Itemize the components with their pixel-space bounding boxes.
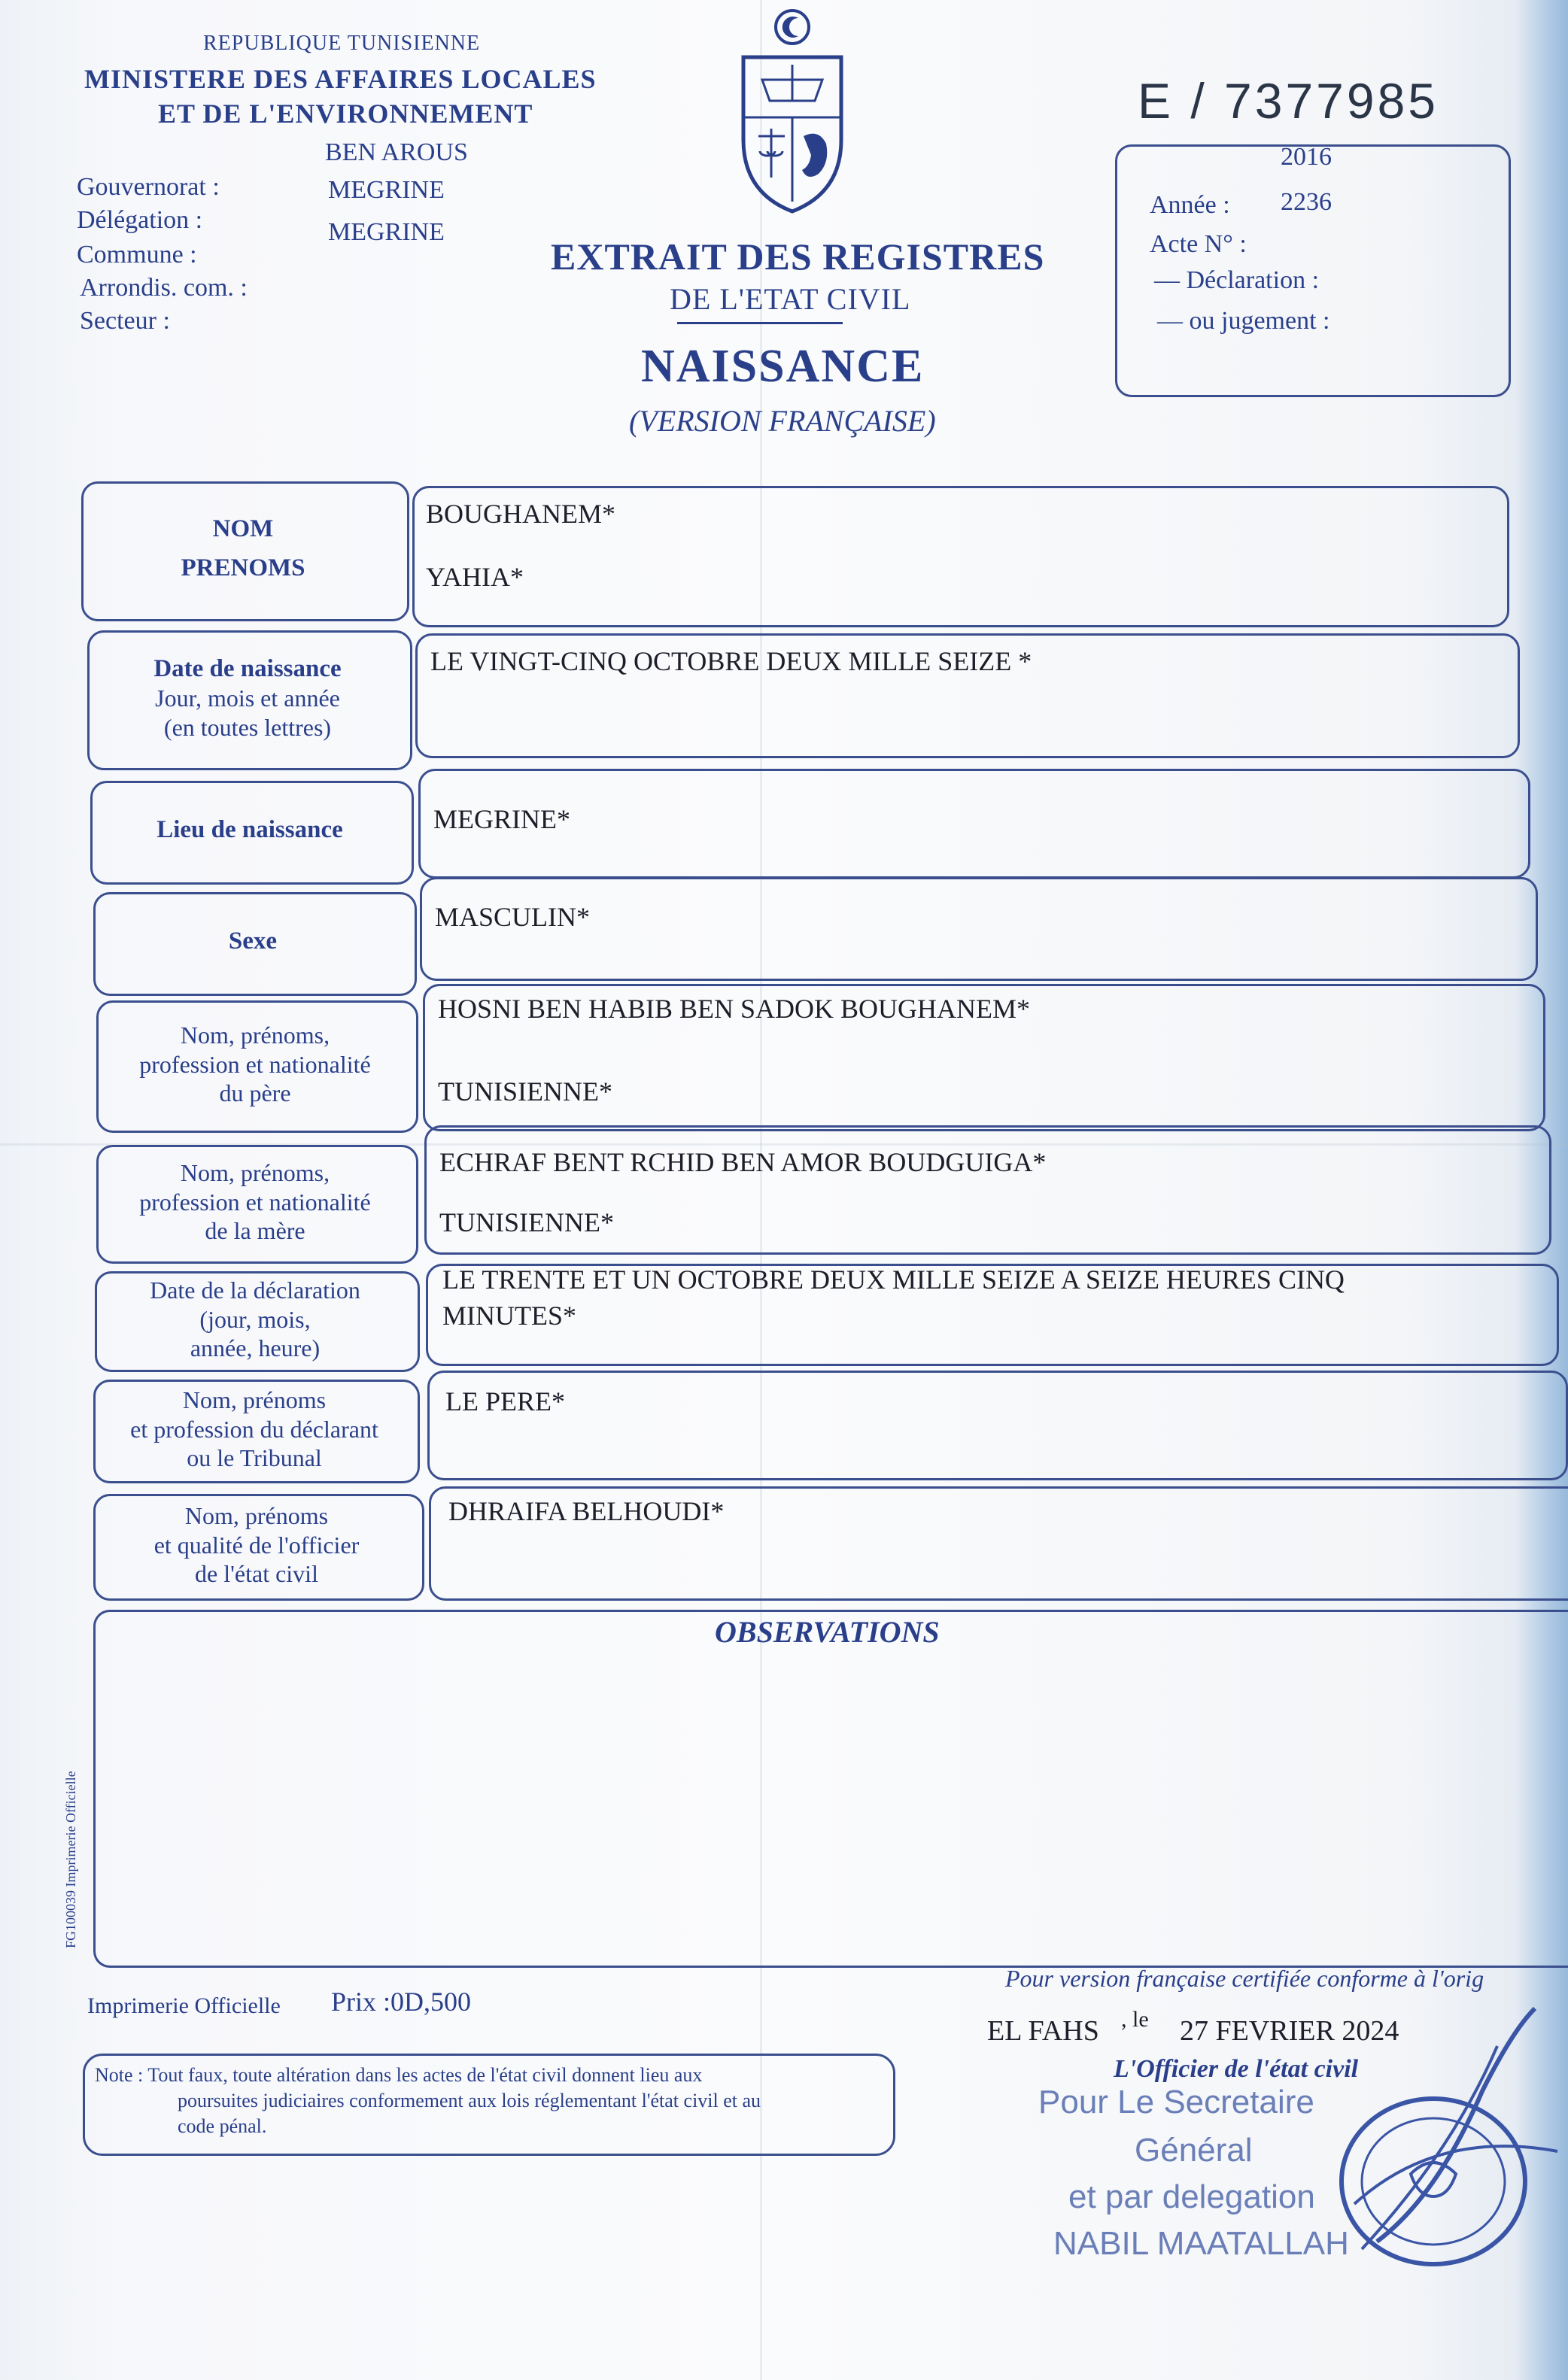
- coat-of-arms-icon: [728, 5, 856, 215]
- imprimerie-label: Imprimerie Officielle: [87, 1993, 281, 2018]
- row-value: TUNISIENNE*: [438, 1076, 612, 1107]
- ministry-line2: ET DE L'ENVIRONNEMENT: [158, 99, 533, 129]
- row-label-line: Date de la déclaration: [150, 1277, 360, 1304]
- jugement-label: — ou jugement :: [1157, 307, 1330, 335]
- ministry-line1: MINISTERE DES AFFAIRES LOCALES: [84, 64, 597, 94]
- row-label-line: de la mère: [205, 1217, 305, 1245]
- row-value-box: [427, 1371, 1568, 1480]
- row-label: [96, 1145, 414, 1259]
- observations-box: [93, 1610, 1568, 1968]
- date-value: 27 FEVRIER 2024: [1180, 2015, 1399, 2047]
- annee-value: 2016: [1281, 143, 1332, 171]
- row-label: [90, 781, 409, 880]
- row-value: HOSNI BEN HABIB BEN SADOK BOUGHANEM*: [438, 994, 1031, 1024]
- title-version: (VERSION FRANÇAISE): [629, 404, 936, 438]
- place: EL FAHS: [987, 2015, 1099, 2047]
- row-label: [96, 1000, 414, 1128]
- stamp-line1: Pour Le Secretaire: [1038, 2084, 1314, 2120]
- row-value: BOUGHANEM*: [426, 499, 615, 529]
- date-le: , le: [1121, 2007, 1149, 2032]
- acte-label: Acte N° :: [1150, 230, 1247, 258]
- delegation-label: Délégation :: [77, 206, 203, 234]
- commune-value: MEGRINE: [328, 218, 445, 246]
- row-label-line: Lieu de naissance: [156, 816, 343, 844]
- row-value: DHRAIFA BELHOUDI*: [448, 1496, 725, 1526]
- stamp-line3: et par delegation: [1068, 2178, 1315, 2215]
- annee-label: Année :: [1150, 191, 1230, 219]
- row-label: [81, 481, 405, 617]
- row-value: MEGRINE*: [433, 804, 570, 834]
- row-label-line: PRENOMS: [181, 554, 305, 581]
- stamp-line4: NABIL MAATALLAH: [1053, 2225, 1349, 2262]
- delegation-value: MEGRINE: [328, 176, 445, 204]
- row-label: [95, 1271, 415, 1368]
- title-naissance: NAISSANCE: [641, 341, 925, 392]
- row-label-line: de l'état civil: [195, 1560, 318, 1588]
- row-label-line: (jour, mois,: [199, 1305, 311, 1333]
- row-label-line: Nom, prénoms,: [180, 1022, 330, 1049]
- row-value: LE PERE*: [445, 1386, 565, 1416]
- official-seal-icon: [1332, 2001, 1565, 2287]
- row-label: [93, 1380, 415, 1479]
- row-label-line: Nom, prénoms,: [180, 1159, 330, 1187]
- gouvernorat-value: BEN AROUS: [325, 138, 468, 166]
- stamp-line2: Général: [1135, 2132, 1253, 2169]
- row-label-line: Nom, prénoms: [182, 1386, 327, 1414]
- row-label-line: profession et nationalité: [139, 1188, 371, 1216]
- row-value: LE VINGT-CINQ OCTOBRE DEUX MILLE SEIZE *: [430, 646, 1032, 676]
- row-value: ECHRAF BENT RCHID BEN AMOR BOUDGUIGA*: [439, 1147, 1047, 1177]
- row-label-line: Sexe: [228, 927, 278, 955]
- gouvernorat-label: Gouvernorat :: [77, 173, 220, 201]
- row-label-line: et qualité de l'officier: [153, 1531, 360, 1559]
- serial-number: E / 7377985: [1138, 73, 1439, 129]
- observations-title: OBSERVATIONS: [715, 1615, 940, 1649]
- row-label: [93, 1494, 420, 1596]
- row-label-line: Nom, prénoms: [184, 1502, 329, 1530]
- title-line2: DE L'ETAT CIVIL: [670, 282, 911, 316]
- row-value: MASCULIN*: [435, 902, 591, 932]
- row-label-line: NOM: [212, 515, 274, 543]
- row-label: [93, 892, 412, 991]
- row-value: LE TRENTE ET UN OCTOBRE DEUX MILLE SEIZE A SEIZE HEURES CINQ: [442, 1264, 1345, 1295]
- row-value-box: [418, 769, 1530, 879]
- note-line1: Note : Tout faux, toute altération dans les actes de l'état civil donnent lieu aux: [95, 2064, 703, 2086]
- acte-value: 2236: [1281, 188, 1332, 216]
- title-underline: [677, 322, 843, 324]
- secteur-label: Secteur :: [80, 307, 170, 335]
- title-line1: EXTRAIT DES REGISTRES: [551, 235, 1045, 278]
- commune-label: Commune :: [77, 241, 197, 269]
- row-label-line: Date de naissance: [153, 654, 342, 682]
- officer-label: L'Officier de l'état civil: [1114, 2055, 1359, 2083]
- row-label-line: Jour, mois et année: [155, 685, 340, 712]
- row-label-line: profession et nationalité: [139, 1050, 371, 1078]
- row-label-line: et profession du déclarant: [130, 1415, 378, 1443]
- declaration-label: — Déclaration :: [1154, 266, 1320, 294]
- row-value: TUNISIENNE*: [439, 1207, 614, 1237]
- certified-text: Pour version française certifiée conforme à l'orig: [1005, 1965, 1484, 1992]
- row-label-line: (en toutes lettres): [163, 713, 332, 741]
- prix-label: Prix :0D,500: [331, 1987, 472, 2017]
- row-label-line: du père: [219, 1079, 291, 1107]
- row-label-line: ou le Tribunal: [187, 1444, 322, 1472]
- note-line2: poursuites judiciaires conformement aux lois réglementant l'état civil et au: [178, 2090, 761, 2111]
- row-label: [87, 630, 408, 766]
- row-value: MINUTES*: [442, 1301, 576, 1331]
- side-print: FG100039 Imprimerie Officielle: [63, 1771, 78, 1948]
- arrondis-label: Arrondis. com. :: [80, 274, 248, 302]
- row-label-line: année, heure): [190, 1334, 321, 1362]
- republic-label: REPUBLIQUE TUNISIENNE: [203, 32, 481, 55]
- note-line3: code pénal.: [178, 2115, 267, 2137]
- row-value: YAHIA*: [426, 562, 524, 592]
